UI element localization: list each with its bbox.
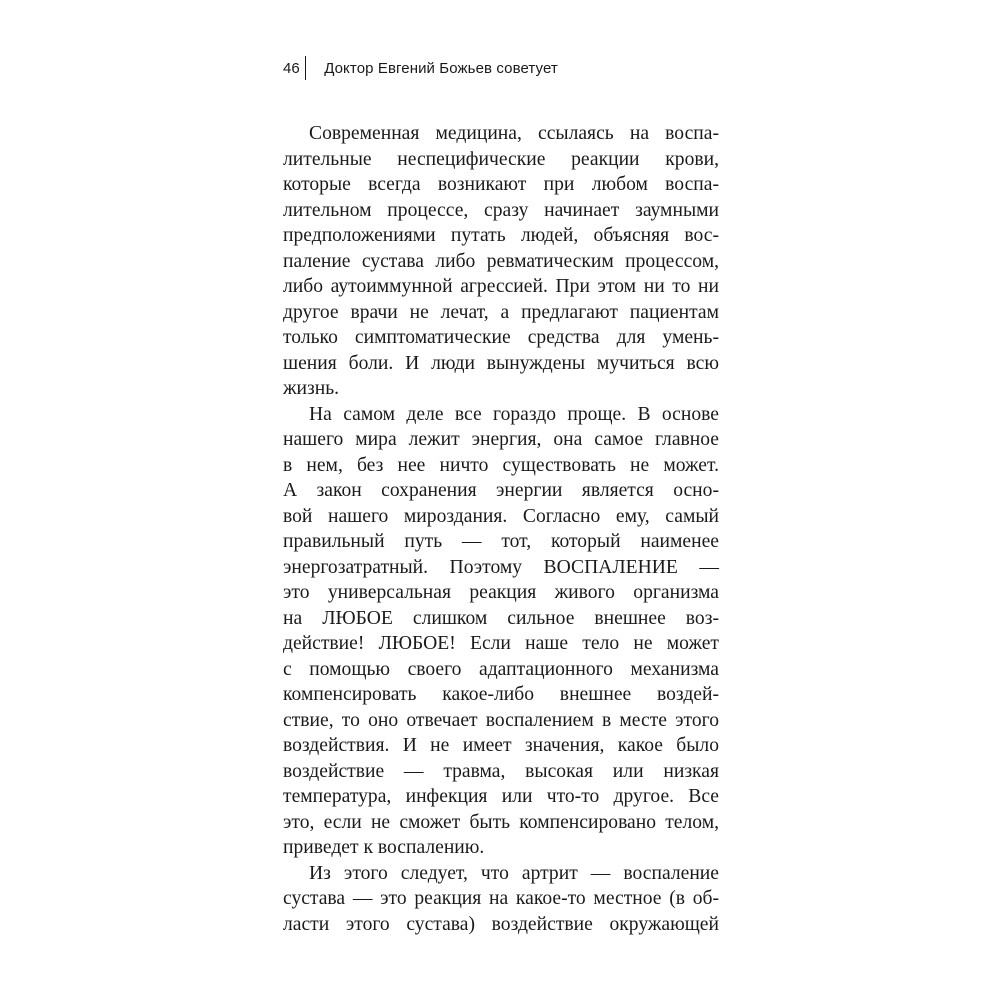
text-line: компенсировать какое-либо внешнее воздей- bbox=[283, 684, 719, 705]
text-line: ласти этого сустава) воздействие окружающей bbox=[283, 913, 719, 935]
text-line: на ЛЮБОЕ слишком сильное внешнее воз- bbox=[283, 607, 719, 629]
text-line: воздействие — травма, высокая или низкая bbox=[283, 760, 719, 782]
paragraph bbox=[283, 121, 719, 402]
text-line: ствие, то оно отвечает воспалением в месте этого bbox=[283, 709, 719, 731]
text-line: только симптоматические средства для умень- bbox=[283, 327, 719, 348]
text-line: воздействия. И не имеет значения, какое было bbox=[283, 735, 719, 756]
text-line: которые всегда возникают при любом воспа- bbox=[283, 174, 719, 195]
header-divider bbox=[305, 56, 307, 80]
text-line: правильный путь — тот, который наименее bbox=[283, 531, 719, 552]
text-line: приведет к воспалению. bbox=[283, 837, 485, 858]
text-line: действие! ЛЮБОЕ! Если наше тело не может bbox=[283, 633, 719, 654]
text-line: с помощью своего адаптационного механизма bbox=[283, 658, 719, 680]
running-header bbox=[283, 56, 558, 80]
running-title: Доктор Евгений Божьев советует bbox=[324, 59, 558, 77]
text-line: жизнь. bbox=[283, 378, 340, 399]
text-line: шения боли. И люди вынуждены мучиться всю bbox=[283, 352, 719, 374]
text-line: сустава — это реакция на какое-то местное (в об- bbox=[283, 888, 719, 909]
text-line: вой нашего мироздания. Согласно ему, самый bbox=[283, 505, 719, 527]
page-number: 46 bbox=[283, 59, 300, 77]
text-line: паление сустава либо ревматическим процессом, bbox=[283, 250, 719, 272]
text-line: На самом деле все гораздо проще. В основе bbox=[309, 403, 719, 425]
text-line: это универсальная реакция живого организма bbox=[283, 582, 719, 603]
paragraph bbox=[283, 861, 719, 938]
text-line: А закон сохранения энергии является осно- bbox=[283, 480, 719, 501]
text-line: Современная медицина, ссылаясь на воспа- bbox=[309, 123, 719, 144]
text-line: Из этого следует, что артрит — воспаление bbox=[309, 862, 719, 884]
text-line: другое врачи не лечат, а предлагают пациентам bbox=[283, 301, 719, 323]
text-line: нашего мира лежит энергия, она самое главное bbox=[283, 429, 719, 450]
text-line: энергозатратный. Поэтому ВОСПАЛЕНИЕ — bbox=[283, 556, 719, 578]
text-line: либо аутоиммунной агрессией. При этом ни то ни bbox=[283, 276, 719, 297]
text-line: лительные неспецифические реакции крови, bbox=[283, 148, 719, 170]
paragraph bbox=[283, 402, 719, 861]
text-line: в нем, без нее ничто существовать не может. bbox=[283, 454, 719, 476]
body-text bbox=[283, 121, 719, 937]
text-line: лительном процессе, сразу начинает заумными bbox=[283, 199, 719, 221]
text-line: температура, инфекция или что-то другое. Все bbox=[283, 786, 719, 807]
text-line: это, если не сможет быть компенсировано телом, bbox=[283, 811, 719, 833]
text-line: предположениями путать людей, объясняя вос- bbox=[283, 225, 719, 246]
